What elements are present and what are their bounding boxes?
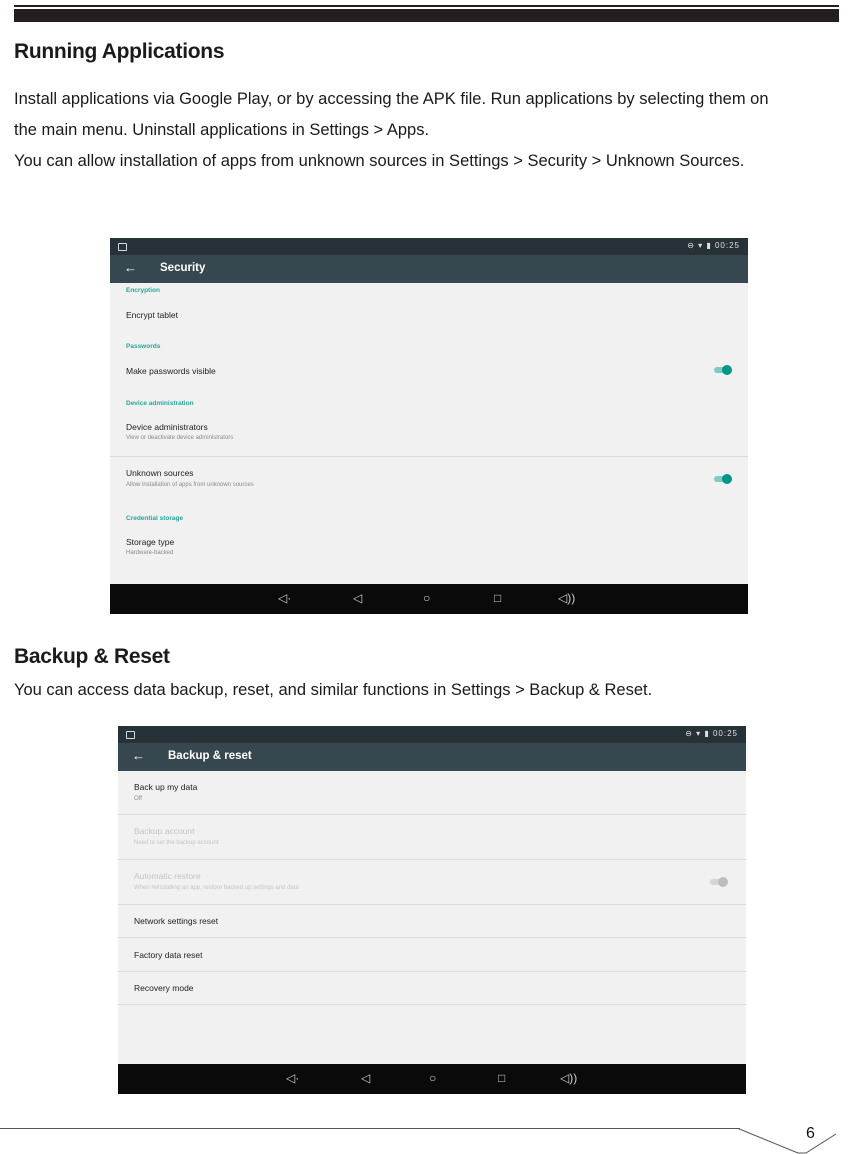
status-icons: ⊖ ▾ ▮ 00:25	[687, 241, 740, 250]
setting-subtitle: Hardware-backed	[126, 550, 174, 556]
volume-down-icon[interactable]: ◁·	[286, 1071, 300, 1085]
page-number: 6	[806, 1125, 815, 1142]
screen-title: Backup & reset	[168, 750, 252, 762]
setting-back-up-my-data[interactable]: Back up my data	[134, 782, 198, 792]
setting-subtitle: Allow installation of apps from unknown sources	[126, 482, 254, 488]
setting-subtitle: Need to set the backup account	[134, 840, 219, 846]
status-bar	[110, 238, 748, 255]
setting-encrypt-tablet[interactable]: Encrypt tablet	[126, 310, 178, 320]
setting-subtitle: When reinstalling an app, restore backed up settings and data	[134, 885, 299, 891]
security-screenshot	[110, 238, 748, 614]
divider	[118, 859, 746, 860]
heading-backup-reset: Backup & Reset	[14, 645, 170, 668]
home-icon[interactable]: ○	[423, 591, 431, 605]
setting-device-administrators[interactable]: Device administrators	[126, 422, 208, 432]
home-icon[interactable]: ○	[429, 1071, 437, 1085]
screen-title: Security	[160, 262, 206, 274]
divider	[118, 814, 746, 815]
setting-network-settings-reset[interactable]: Network settings reset	[134, 916, 219, 926]
back-arrow-icon[interactable]: ←	[132, 748, 145, 763]
volume-down-icon[interactable]: ◁·	[278, 591, 292, 605]
paragraph-line: You can allow installation of apps from unknown sources in Settings > Security > Unknown Sources.	[14, 152, 745, 170]
divider	[118, 937, 746, 938]
unknown-sources-toggle[interactable]	[712, 474, 732, 484]
volume-up-icon[interactable]: ◁))	[558, 591, 576, 605]
running-applications-text	[14, 84, 854, 177]
setting-subtitle: View or deactivate device administrators	[126, 435, 234, 441]
navigation-bar	[110, 584, 748, 614]
status-bar	[118, 726, 746, 743]
footer-tab	[738, 1128, 838, 1154]
recents-icon[interactable]: □	[498, 1071, 506, 1085]
backup-reset-text: You can access data backup, reset, and similar functions in Settings > Backup & Reset.	[14, 681, 653, 699]
recents-icon[interactable]: □	[494, 591, 502, 605]
section-label-credential-storage: Credential storage	[126, 515, 184, 522]
setting-subtitle: Off	[134, 796, 142, 802]
divider	[110, 456, 748, 457]
setting-make-passwords-visible[interactable]: Make passwords visible	[126, 366, 216, 376]
paragraph-line: the main menu. Uninstall applications in Settings > Apps.	[14, 121, 430, 139]
status-icons: ⊖ ▾ ▮ 00:25	[685, 729, 738, 738]
back-icon[interactable]: ◁	[353, 591, 363, 605]
section-label-device-administration: Device administration	[126, 400, 194, 407]
heading-running-applications: Running Applications	[14, 40, 225, 63]
backup-screenshot	[118, 726, 746, 1094]
passwords-visible-toggle[interactable]	[712, 365, 732, 375]
paragraph-line: Install applications via Google Play, or by accessing the APK file. Run applications by selecting them on	[14, 90, 769, 108]
back-icon[interactable]: ◁	[361, 1071, 371, 1085]
setting-factory-data-reset[interactable]: Factory data reset	[134, 950, 203, 960]
app-bar	[110, 255, 748, 283]
divider	[118, 1004, 746, 1005]
sim-icon	[118, 243, 127, 251]
header-rule	[14, 7, 839, 22]
setting-storage-type[interactable]: Storage type	[126, 537, 175, 547]
app-bar	[118, 743, 746, 771]
divider	[118, 971, 746, 972]
setting-automatic-restore: Automatic restore	[134, 871, 201, 881]
section-label-encryption: Encryption	[126, 287, 160, 294]
back-arrow-icon[interactable]: ←	[124, 260, 137, 275]
setting-recovery-mode[interactable]: Recovery mode	[134, 983, 194, 993]
automatic-restore-toggle	[708, 877, 728, 887]
navigation-bar	[118, 1064, 746, 1094]
setting-backup-account: Backup account	[134, 826, 195, 836]
section-label-passwords: Passwords	[126, 343, 161, 350]
sim-icon	[126, 731, 135, 739]
footer-rule	[0, 1128, 740, 1129]
volume-up-icon[interactable]: ◁))	[560, 1071, 578, 1085]
setting-unknown-sources[interactable]: Unknown sources	[126, 468, 194, 478]
divider	[118, 904, 746, 905]
